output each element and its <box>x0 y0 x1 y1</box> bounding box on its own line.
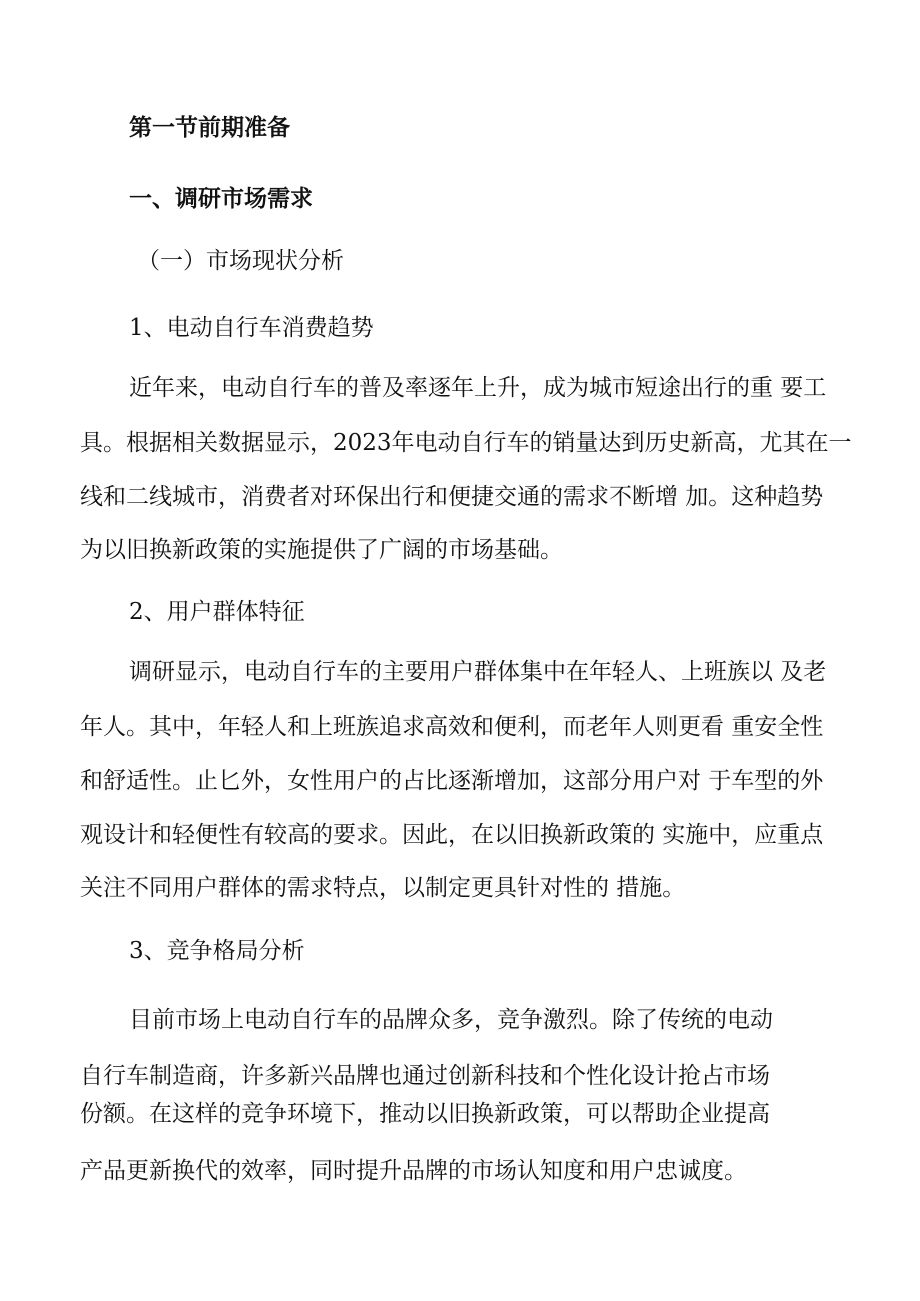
paragraph-2-line-5: 关注不同用户群体的需求特点，以制定更具针对性的 措施。 <box>80 875 686 901</box>
paragraph-3-line-2: 自行车制造商，许多新兴品牌也通过创新科技和个性化设计抢占市场 <box>80 1063 770 1089</box>
paragraph-3-line-3: 份额。在这样的竞争环境下，推动以旧换新政策，可以帮助企业提高 <box>80 1101 770 1127</box>
paragraph-2-line-2: 年人。其中，年轻人和上班族追求高效和便利，而老年人则更看 重安全性 <box>80 714 824 740</box>
paragraph-1-line-3: 线和二线城市，消费者对环保出行和便捷交通的需求不断增 加。这种趋势 <box>80 484 824 510</box>
paragraph-3-line-4: 产品更新换代的效率，同时提升品牌的市场认知度和用户忠诚度。 <box>80 1158 747 1184</box>
paragraph-2-line-4: 观设计和轻便性有较高的要求。因此，在以旧换新政策的 实施中，应重点 <box>80 822 824 848</box>
item-title-user-groups: 2、用户群体特征 <box>129 599 305 625</box>
paragraph-1-line-4: 为以旧换新政策的实施提供了广阔的市场基础。 <box>80 537 563 563</box>
paragraph-2-line-3: 和舒适性。止匕外，女性用户的占比逐渐增加，这部分用户对 于车型的外 <box>80 768 824 794</box>
section-title: 第一节前期准备 <box>129 114 290 141</box>
paragraph-2-line-1: 调研显示，电动自行车的主要用户群体集中在年轻人、上班族以 及老 <box>129 659 827 685</box>
paragraph-1-line-2: 具。根据相关数据显示，2023年电动自行车的销量达到历史新高，尤其在一 <box>80 430 852 456</box>
paragraph-3-line-1: 目前市场上电动自行车的品牌众多，竞争激烈。除了传统的电动 <box>129 1007 773 1033</box>
item-title-competition: 3、竞争格局分析 <box>129 938 305 964</box>
paragraph-1-line-1: 近年来，电动自行车的普及率逐年上升，成为城市短途出行的重 要工 <box>129 375 827 401</box>
item-title-consumption-trend: 1、电动自行车消费趋势 <box>129 315 374 341</box>
heading-survey-market-demand: 一、调研市场需求 <box>129 185 313 212</box>
subheading-market-status: （一）市场现状分析 <box>137 248 344 274</box>
